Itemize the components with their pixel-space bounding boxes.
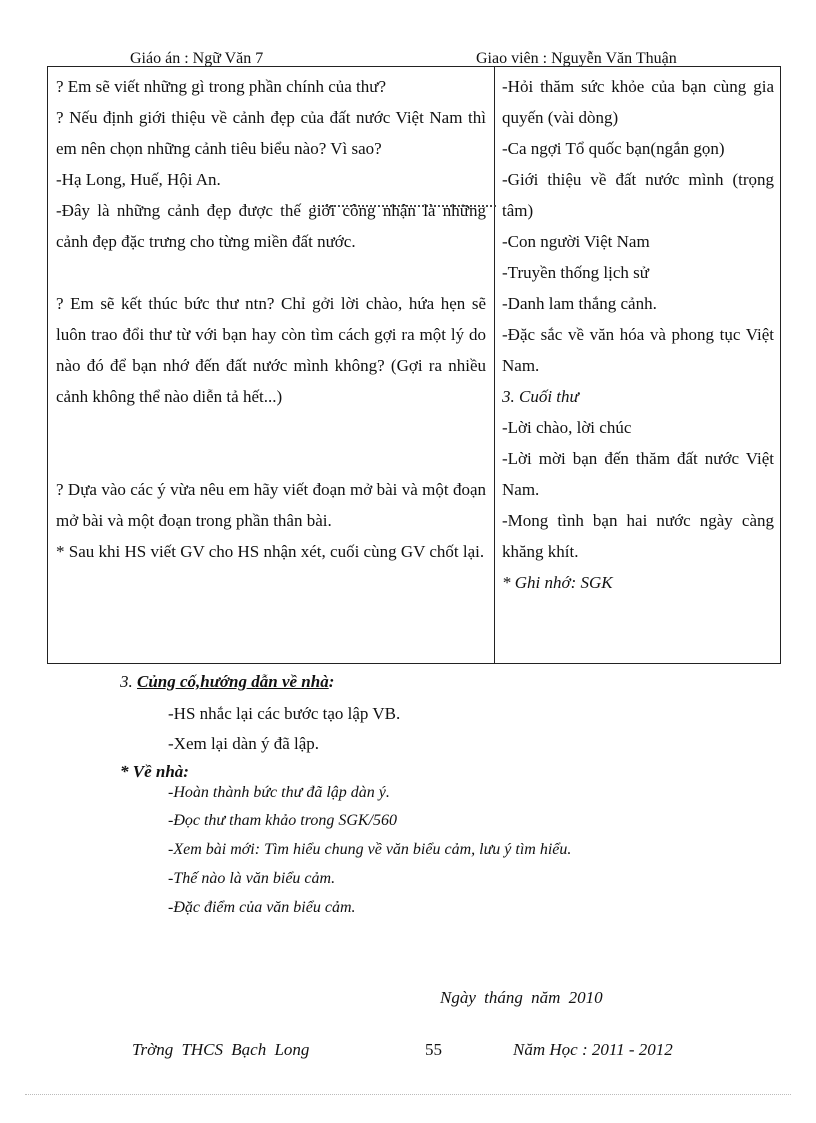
question-ending: ? Em sẽ kết thúc bức thư ntn? Chỉ gởi lời chào, hứa hẹn sẽ luôn trao đổi thư từ với bạn hay còn tìm cách gợi ra một lý do nào đó để bạn nhớ đến đất nước mình không? (Gợi ra nhiều cảnh không thể nào diễn tả hết...)	[56, 294, 486, 406]
section3-title: Củng cố,hướng dẫn về nhà	[137, 672, 329, 691]
answer-places: -Hạ Long, Huế, Hội An.	[56, 170, 221, 189]
outline-item: -Giới thiệu về đất nước mình (trọng tâm)	[502, 170, 774, 220]
outline-item: -Lời mời bạn đến thăm đất nước Việt Nam.	[502, 449, 774, 499]
section3-number: 3.	[120, 672, 137, 691]
teacher-activity-column	[56, 71, 486, 567]
question-main-part: ? Em sẽ viết những gì trong phần chính của thư?	[56, 77, 387, 96]
section3-colon: :	[328, 672, 335, 691]
homework-heading: * Về nhà:	[120, 762, 189, 781]
outline-heading-ending: 3. Cuối thư	[502, 387, 579, 406]
column-divider	[494, 67, 495, 663]
section3-item: -HS nhắc lại các bước tạo lập VB.	[168, 704, 401, 723]
footer-school-year: Năm Học : 2011 - 2012	[513, 1040, 673, 1059]
outline-item: -Danh lam thắng cảnh.	[502, 294, 657, 313]
outline-item: -Lời chào, lời chúc	[502, 418, 632, 437]
footer-rule	[25, 1094, 791, 1095]
homework-item: -Thế nào là văn biểu cảm.	[168, 870, 336, 887]
outline-item: -Con người Việt Nam	[502, 232, 650, 251]
section3-item: -Xem lại dàn ý đã lập.	[168, 734, 320, 753]
outline-item: -Ca ngợi Tổ quốc bạn(ngắn gọn)	[502, 139, 725, 158]
answer-reason: -Đây là những cảnh đẹp được thế giới công nhận là những cảnh đẹp đặc trưng cho từng miền đất nước.	[56, 201, 486, 251]
summary-note: * Ghi nhớ: SGK	[502, 573, 613, 592]
spacer	[56, 257, 486, 288]
homework-item: -Đặc điểm của văn biểu cảm.	[168, 899, 356, 916]
footer-school: Trờng THCS Bạch Long	[132, 1040, 310, 1059]
content-column	[502, 71, 774, 598]
section3-heading	[120, 672, 334, 692]
homework-item: -Đọc thư tham khảo trong SGK/560	[168, 812, 398, 829]
page-number: 55	[425, 1040, 442, 1059]
outline-item: -Đặc sắc về văn hóa và phong tục Việt Nam.	[502, 325, 774, 375]
lesson-table	[47, 66, 781, 664]
header-teacher: Giao viên : Nguyễn Văn Thuận	[476, 50, 677, 67]
homework-item: -Xem bài mới: Tìm hiểu chung về văn biểu cảm, lưu ý tìm hiểu.	[168, 841, 572, 858]
outline-item: -Truyền thống lịch sử	[502, 263, 649, 282]
date-line: Ngày tháng năm 2010	[440, 988, 603, 1007]
spacer	[56, 412, 486, 474]
homework-item: -Hoàn thành bức thư đã lập dàn ý.	[168, 784, 390, 801]
header-subject: Giáo án : Ngữ Văn 7	[130, 50, 264, 67]
question-scenery: ? Nếu định giới thiệu về cảnh đẹp của đất nước Việt Nam thì em nên chọn những cảnh tiêu biểu nào? Vì sao?	[56, 108, 486, 158]
outline-item: -Mong tình bạn hai nước ngày càng khăng khít.	[502, 511, 774, 561]
dotted-line	[313, 205, 496, 207]
task-write-intro: ? Dựa vào các ý vừa nêu em hãy viết đoạn mở bài và một đoạn mở bài và một đoạn trong phần thân bài.	[56, 480, 486, 530]
task-review: * Sau khi HS viết GV cho HS nhận xét, cuối cùng GV chốt lại.	[56, 542, 485, 561]
outline-item: -Hỏi thăm sức khỏe của bạn cùng gia quyến (vài dòng)	[502, 77, 774, 127]
